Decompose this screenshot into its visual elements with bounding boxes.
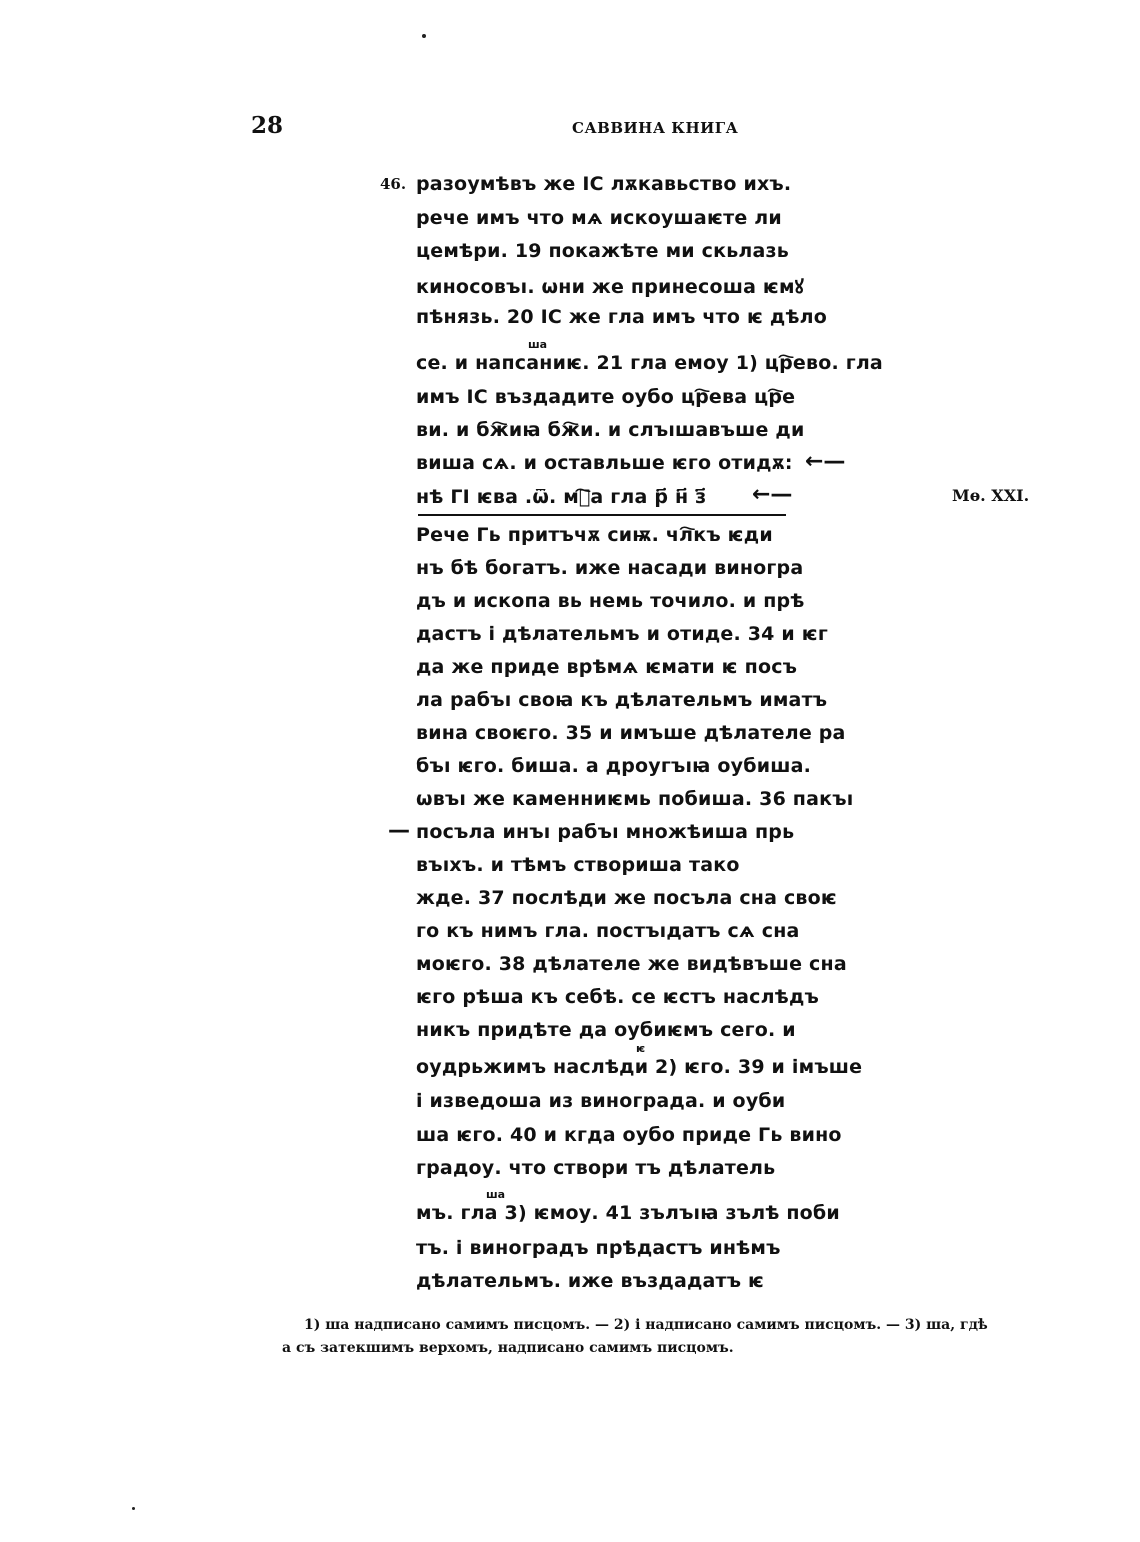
footnote: а съ затекшимъ верхомъ, надписано самимъ писцомъ. [282, 1340, 734, 1356]
text-line: рече имъ что мѧ искоушаѥте ли [416, 207, 782, 229]
text-line: ла рабъı своꙗ къ дѣлательмъ иматъ [416, 689, 828, 711]
text-line: цемѣри. 19 покажѣте ми скьлазь [416, 240, 790, 262]
text-line: виша сѧ. и оставльше ѥго отидѫ: [416, 452, 793, 474]
side-reference: Мѳ. XXI. [952, 486, 1030, 505]
text-line: разоумѣвъ же ІС лѫкавьство ихъ. [416, 173, 792, 195]
text-line: нѣ ГІ ѥва .ѿ. мⷭ҇а гла р҃ н҃ з҃ [416, 486, 707, 508]
text-line: ѡвъı же каменниѥмь побиша. 36 пакъı [416, 788, 854, 810]
section-divider [418, 514, 786, 516]
text-line: въıхъ. и тѣмъ створиша тако [416, 854, 740, 876]
text-line: оудрьжимъ наслѣди 2) ѥго. 39 и імъше [416, 1056, 863, 1078]
superline-note: ша [486, 1188, 506, 1201]
speck [422, 34, 426, 38]
speck [132, 1507, 135, 1510]
text-line: посъла инъı рабъı множѣиша прь [416, 821, 795, 843]
text-line: градоу. что створи тъ дѣлатель [416, 1157, 776, 1179]
text-line: никъ придѣте да оубиѥмъ сего. и [416, 1019, 796, 1041]
text-line: дъ и ископа вь немь точило. и прѣ [416, 590, 805, 612]
dash-mark: — [388, 818, 410, 843]
verse-number: 46. [380, 175, 407, 193]
text-line: имъ ІС въздадите оубо цр҇ева цр҇е [416, 386, 796, 408]
text-line: вина своѥго. 35 и имъше дѣлателе ра [416, 722, 846, 744]
text-line: мъ. гла 3) ѥмоу. 41 зълъıꙗ зълѣ поби [416, 1202, 840, 1224]
text-line: ви. и бж҇иꙗ бж҇и. и слъıшавъше ди [416, 419, 805, 441]
arrow-mark: ←— [805, 449, 846, 474]
text-line: бъı ѥго. биша. а дроугъıꙗ оубиша. [416, 755, 812, 777]
text-line: киносовъı. ѡни же принесоша ѥмꙋ [416, 276, 804, 298]
text-line: моѥго. 38 дѣлателе же видѣвъше сна [416, 953, 847, 975]
text-line: і изведоша из винограда. и оуби [416, 1090, 786, 1112]
text-line: Рече Гь притъчѫ сиѭ. чл҇къ ѥди [416, 524, 773, 546]
text-line: го къ нимъ гла. постъıдатъ сѧ сна [416, 920, 800, 942]
footnote: 1) ша надписано самимъ писцомъ. — 2) і надписано самимъ писцомъ. — 3) ша, гдѣ [304, 1317, 988, 1333]
superline-note: ѥ [636, 1042, 646, 1055]
arrow-mark: ←— [752, 482, 793, 507]
page-number: 28 [251, 112, 284, 139]
superline-note: ша [528, 338, 548, 351]
text-line: ша ѥго. 40 и кгда оубо приде Гь вино [416, 1124, 842, 1146]
text-line: дастъ і дѣлательмъ и отиде. 34 и ѥг [416, 623, 829, 645]
text-line: дѣлательмъ. иже въздадатъ ѥ [416, 1270, 765, 1292]
running-head: САВВИНА КНИГА [572, 119, 739, 137]
text-line: да же приде врѣмѧ ѥмати ѥ посъ [416, 656, 798, 678]
text-line: ѥго рѣша къ себѣ. се ѥстъ наслѣдъ [416, 986, 819, 1008]
text-line: се. и напсаниѥ. 21 гла емоу 1) цр҇ево. гла [416, 352, 883, 374]
text-line: жде. 37 послѣди же посъла сна своѥ [416, 887, 838, 909]
text-line: нъ бѣ богатъ. иже насади виногра [416, 557, 804, 579]
text-line: пѣнязь. 20 ІС же гла имъ что ѥ дѣло [416, 306, 828, 328]
text-line: тъ. і виноградъ прѣдастъ инѣмъ [416, 1237, 781, 1259]
